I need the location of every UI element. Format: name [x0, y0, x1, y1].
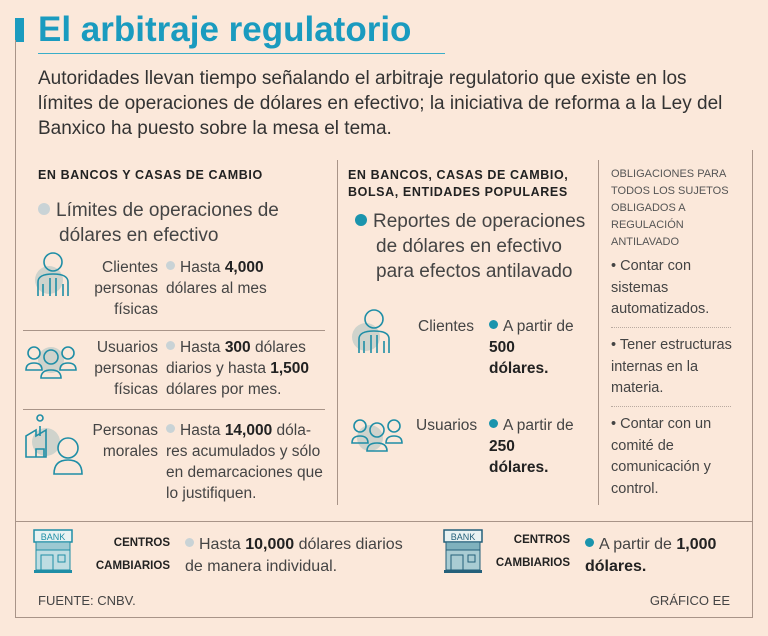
left-subtitle — [38, 198, 288, 248]
bank-icon — [443, 528, 485, 576]
row-label: Personas morales — [92, 422, 158, 460]
column-divider — [337, 160, 338, 505]
centros-label: CENTROS CAMBIARIOS — [495, 534, 570, 569]
bullet-icon — [185, 538, 194, 547]
bullet-icon — [489, 320, 498, 329]
left-subtitle-text: Límites de operaciones de dólares en efectivo — [56, 200, 279, 246]
row-value: A partir de 250 dólares. — [489, 417, 574, 476]
frame-right — [752, 150, 753, 618]
bullet-icon — [166, 424, 175, 433]
credit-note: GRÁFICO EE — [649, 593, 730, 608]
middle-heading: EN BANCOS, CASAS DE CAMBIO, BOLSA, ENTIDADES POPULARES — [348, 168, 569, 199]
obligations-heading: OBLIGACIONES PARA TODOS LOS SUJETOS OBLIGADOS A REGULACIÓN ANTILAVADO — [611, 168, 729, 248]
svg-text:BANK: BANK — [40, 532, 66, 542]
centros-value: Hasta 10,000 dólares diarios de manera individual. — [185, 536, 403, 575]
frame-bottom — [15, 617, 753, 618]
middle-subtitle-text: Reportes de operaciones de dólares en efectivo para efectos antilavado — [373, 211, 586, 282]
middle-subtitle — [355, 209, 590, 284]
title-underline — [38, 53, 445, 54]
person-icon — [33, 248, 73, 300]
column-divider — [598, 160, 599, 505]
title-bar — [15, 18, 24, 42]
bullet-icon — [166, 341, 175, 350]
bullet-icon — [355, 214, 367, 226]
bullet-icon — [585, 538, 594, 547]
row-value: Hasta 300 dólares diarios y hasta 1,500 dólares por mes. — [166, 339, 310, 398]
item-divider — [611, 327, 731, 328]
bank-icon — [33, 528, 75, 576]
row-label: Usuarios personas físicas — [94, 339, 158, 398]
intro-text: Autoridades llevan tiempo señalando el arbitraje regulatorio que existe en los límites de operaciones de dólares en efectivo; la iniciativa de reforma a la Ley del Banxico ha puesto sobre la mesa el tema. — [38, 68, 723, 139]
row-value: Hasta 4,000 dólares al mes — [166, 259, 267, 297]
obligation-item: • Contar con un comité de comunicación y control. — [611, 416, 712, 497]
factory-person-icon — [24, 412, 90, 476]
row-label: Usuarios — [416, 417, 478, 434]
bullet-icon — [166, 261, 175, 270]
obligation-item: • Tener estructuras internas en la materia. — [611, 337, 732, 396]
centros-value: A partir de 1,000 dólares. — [585, 536, 717, 575]
bullet-icon — [489, 419, 498, 428]
row-divider — [23, 409, 325, 410]
group-icon — [24, 340, 79, 380]
svg-text:BANK: BANK — [450, 532, 476, 542]
row-divider — [23, 330, 325, 331]
bottom-divider — [15, 521, 753, 522]
bullet-icon — [38, 203, 50, 215]
item-divider — [611, 406, 731, 407]
row-value: A partir de 500 dólares. — [489, 318, 574, 377]
row-value: Hasta 14,000 dóla-res acumulados y sólo en demarcaciones que lo justifiquen. — [166, 422, 323, 502]
page-title: El arbitraje regulatorio — [38, 10, 412, 49]
row-label: Clientes personas físicas — [94, 259, 158, 318]
row-label: Clientes — [418, 318, 474, 335]
centros-label: CENTROS CAMBIARIOS — [95, 537, 170, 572]
frame-left — [15, 40, 16, 618]
source-note: FUENTE: CNBV. — [38, 593, 136, 608]
person-icon — [350, 305, 395, 357]
group-icon — [350, 413, 405, 453]
left-heading: EN BANCOS Y CASAS DE CAMBIO — [38, 168, 263, 182]
obligation-item: • Contar con sistemas automatizados. — [611, 258, 710, 317]
